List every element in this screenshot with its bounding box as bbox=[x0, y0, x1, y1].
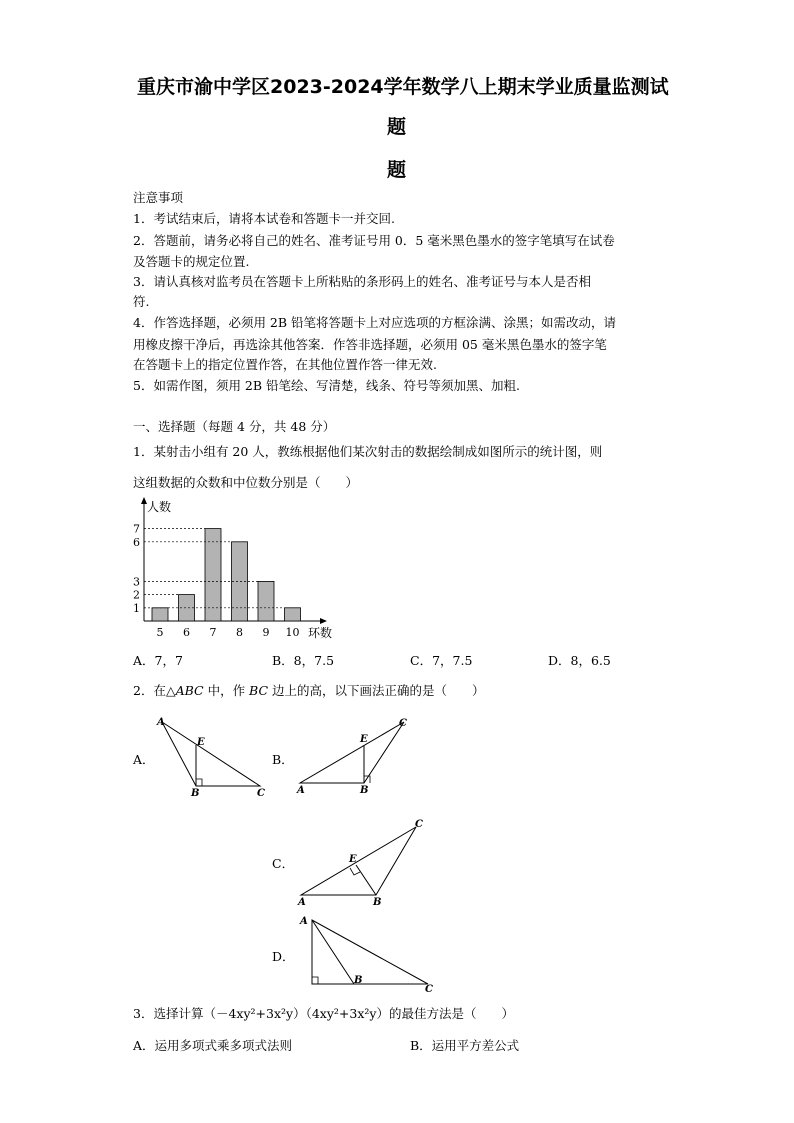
notice-line: 3．请认真核对监考员在答题卡上所粘贴的条形码上的姓名、准考证号与本人是否相 bbox=[133, 274, 591, 289]
y-tick-label: 3 bbox=[133, 575, 140, 589]
question-2-suffix: 边上的高，以下画法正确的是（ ） bbox=[268, 683, 485, 698]
figure-c bbox=[294, 815, 434, 910]
notice-line: 1．考试结束后，请将本试卷和答题卡一并交回. bbox=[133, 211, 395, 226]
x-tick-label: 5 bbox=[156, 626, 164, 639]
vertex-c-label: C bbox=[399, 718, 407, 729]
option-b-label: B． bbox=[272, 752, 294, 767]
notice-line: 在答题卡上的指定位置作答，在其他位置作答一律无效. bbox=[133, 357, 437, 372]
vertex-b-label: B bbox=[191, 788, 200, 798]
question-2-mid: 中，作 bbox=[203, 683, 250, 698]
option-a-label: A． bbox=[133, 752, 155, 767]
triangle-symbol: △ bbox=[165, 683, 176, 698]
x-axis-label: 环数 bbox=[308, 626, 333, 640]
notice-heading: 注意事项 bbox=[133, 190, 184, 205]
option-b: B．8，7.5 bbox=[272, 653, 335, 668]
notice-line: 用橡皮擦干净后，再选涂其他答案．作答非选择题，必须用 05 毫米黑色墨水的签字笔 bbox=[133, 337, 607, 352]
x-tick-label: 9 bbox=[262, 626, 270, 639]
vertex-b-label: B bbox=[354, 975, 363, 986]
bar bbox=[285, 608, 301, 621]
option-d: D．8，6.5 bbox=[548, 653, 611, 668]
vertex-a-label: A bbox=[297, 785, 305, 796]
vertex-c-label: C bbox=[425, 984, 433, 992]
notice-line: 2．答题前，请务必将自己的姓名、准考证号用 0．5 毫米黑色墨水的签字笔填写在试卷 bbox=[133, 233, 615, 248]
vertex-e-label: E bbox=[349, 854, 357, 865]
question-2-text bbox=[133, 681, 485, 699]
option-a: A．运用多项式乘多项式法则 bbox=[133, 1038, 293, 1053]
notice-line: 及答题卡的规定位置. bbox=[133, 254, 250, 269]
figure-b bbox=[294, 713, 419, 798]
page-title-repeat: 题 bbox=[387, 159, 407, 181]
figure-a bbox=[150, 713, 275, 798]
y-tick-label: 6 bbox=[133, 535, 140, 549]
page-title-continued: 题 bbox=[387, 116, 407, 138]
x-axis-arrow bbox=[320, 618, 327, 624]
triangle-name: ABC bbox=[175, 683, 204, 698]
option-c-label: C． bbox=[272, 856, 295, 871]
question-3-text: 3．选择计算（－4xy²+3x²y）（4xy²+3x²y）的最佳方法是（ ） bbox=[133, 1006, 514, 1021]
vertex-b-label: B bbox=[373, 897, 382, 908]
vertex-e-label: E bbox=[360, 734, 368, 745]
bar-chart bbox=[120, 494, 350, 644]
vertex-c-label: C bbox=[415, 819, 423, 830]
bar bbox=[205, 529, 221, 621]
question-2-prefix: 2．在 bbox=[133, 683, 166, 698]
bar bbox=[258, 581, 274, 621]
y-tick-label: 7 bbox=[133, 522, 140, 536]
question-1-text-cont: 这组数据的众数和中位数分别是（ ） bbox=[133, 475, 359, 490]
figure-d bbox=[298, 912, 443, 992]
vertex-e-label: E bbox=[197, 737, 205, 748]
y-tick-label: 2 bbox=[133, 588, 140, 602]
y-tick-label: 1 bbox=[133, 601, 140, 615]
x-tick-label: 7 bbox=[209, 626, 217, 639]
notice-line: 符. bbox=[133, 294, 150, 309]
page-title: 重庆市渝中学区2023-2024学年数学八上期末学业质量监测试 bbox=[137, 76, 669, 98]
option-a: A．7，7 bbox=[133, 653, 183, 668]
x-tick-label: 10 bbox=[285, 626, 300, 639]
vertex-a-label: A bbox=[157, 717, 165, 728]
x-tick-label: 6 bbox=[183, 626, 190, 639]
vertex-a-label: A bbox=[300, 916, 308, 927]
x-tick-label: 8 bbox=[236, 626, 243, 639]
vertex-a-label: A bbox=[298, 897, 306, 908]
question-1-text: 1．某射击小组有 20 人，教练根据他们某次射击的数据绘制成如图所示的统计图，则 bbox=[133, 444, 603, 459]
notice-line: 5．如需作图，须用 2B 铅笔绘、写清楚，线条、符号等须加黑、加粗. bbox=[133, 378, 521, 393]
y-axis-label: 人数 bbox=[147, 500, 172, 514]
vertex-b-label: B bbox=[360, 785, 369, 796]
notice-line: 4．作答选择题，必须用 2B 铅笔将答题卡上对应选项的方框涂满、涂黑；如需改动，请 bbox=[133, 315, 617, 330]
vertex-c-label: C bbox=[257, 788, 265, 798]
side-name: BC bbox=[249, 683, 269, 698]
option-b: B．运用平方差公式 bbox=[410, 1038, 520, 1053]
section-heading: 一、选择题（每题 4 分，共 48 分） bbox=[133, 419, 336, 434]
bar bbox=[152, 608, 168, 621]
option-c: C．7，7.5 bbox=[410, 653, 473, 668]
option-d-label: D． bbox=[272, 949, 295, 964]
